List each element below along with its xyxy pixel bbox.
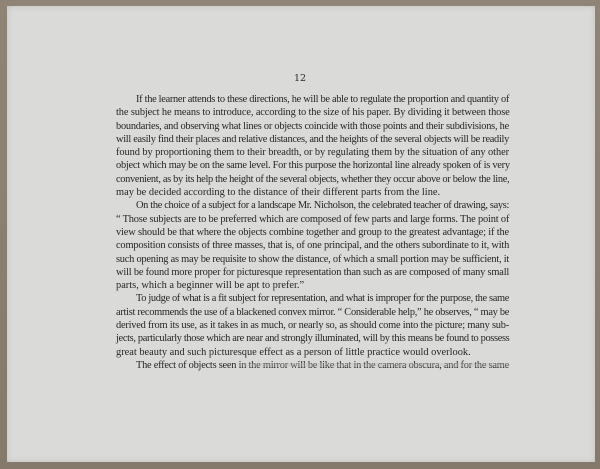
show-through-text: [240, 363, 510, 367]
text-line: will be found more proper for picturesque representation than such as are composed of many small: [116, 266, 510, 278]
text-line: derived from its use, as it takes in as much, or nearly so, as should come into the picture; many sub-: [116, 320, 509, 332]
page-number: 12: [293, 73, 307, 84]
text-line: artist recommends the use of a blackened convex mirror. “ Considerable help,” he observes, “ may be: [116, 306, 510, 318]
text-line: view should be that where the objects combine together and group to the greatest advantage; if the: [116, 226, 509, 238]
text-line: To judge of what is a fit subject for representation, and what is improper for the purpose, the same: [136, 293, 509, 305]
paragraph-3: [116, 292, 509, 358]
text-line: convenient, as by its help the height of the several objects, whether they occur above or below the line,: [116, 173, 510, 185]
text-line: such opening as may be requisite to show the distance, of which a small portion may be sufficient, it: [116, 253, 510, 265]
text-line: boundaries, and observing what lines or objects coincide with those points and their subdivisions, he: [116, 120, 509, 132]
text-line: “ Those subjects are to be preferred which are composed of few parts and large forms. The point of: [116, 213, 510, 225]
paragraph-1: [116, 93, 509, 199]
text-line: object which may be on the same level. For this purpose the horizontal line already spoken of is very: [116, 160, 510, 172]
paragraph-2: [116, 199, 509, 292]
text-line: may be decided according to the distance of their different parts from the line.: [116, 187, 441, 199]
text-line: parts, which a beginner will be apt to prefer.”: [116, 280, 305, 292]
text-line: jects, particularly those which are near and strongly illuminated, will by this means be found to possess: [116, 333, 510, 345]
text-line: If the learner attends to these directions, he will be able to regulate the proportion and quantity of: [136, 94, 509, 105]
page-body: [116, 93, 509, 372]
text-line: composition consists of three masses, that is, of one principal, and the others subordinate to it, with: [116, 240, 510, 252]
text-line: On the choice of a subject for a landscape Mr. Nicholson, the celebrated teacher of drawing, says:: [136, 200, 509, 212]
text-line: found by proportioning them to their breadth, or by regulating them by the situation of any other: [116, 147, 509, 159]
text-line: great beauty and such picturesque effect as a person of little practice would overlook.: [116, 346, 471, 358]
text-line: the subject he means to introduce, according to the size of his paper. By dividing it between those: [116, 107, 510, 119]
text-line: The effect of objects seen in the mirror will be like that in the camera obscura, and for the same: [136, 359, 509, 371]
text-line: will easily find their places and relative distances, and the heights of the several objects will be readily: [116, 133, 509, 145]
